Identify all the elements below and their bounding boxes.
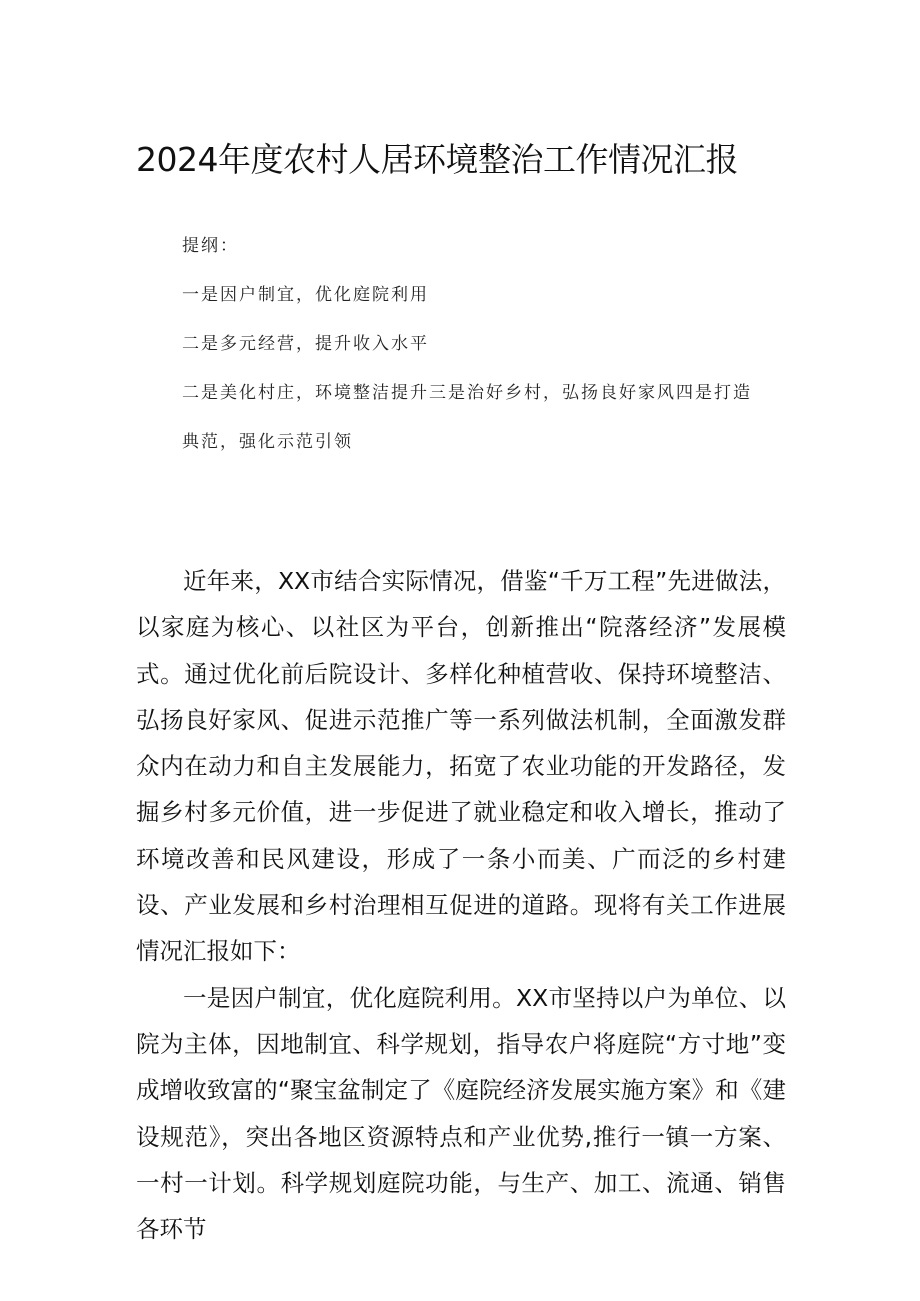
outline-item-3-line-1: 二是美化村庄，环境整洁提升三是治好乡村，弘扬良好家风四是打造 — [182, 383, 752, 403]
body-paragraph-intro: 近年来，XX市结合实际情况，借鉴“千万工程”先进做法，以家庭为核心、以社区为平台，创新推出“院落经济”发展模式。通过优化前后院设计、多样化种植营收、保持环境整洁、弘扬良好家风、促进示范推广等一系列做法机制，全面激发群众内在动力和自主发展能力，拓宽了农业功能的开发路径，发掘乡村多元价值，进一步促进了就业稳定和收入增长，推动了环境改善和民风建设，形成了一条小而美、广而泛的乡村建设、产业发展和乡村治理相互促进的道路。现将有关工作进展情况汇报如下： — [136, 567, 786, 966]
outline-heading: 提纲： — [182, 236, 239, 256]
outline-item-2: 二是多元经营，提升收入水平 — [182, 334, 429, 354]
document-body — [136, 558, 786, 1252]
outline-item-3 — [182, 369, 788, 467]
outline-section — [182, 222, 788, 467]
document-title: 2024年度农村人居环境整治工作情况汇报 — [136, 140, 738, 179]
outline-item-3-line-2: 典范，强化示范引领 — [182, 432, 353, 452]
body-paragraph-section-1: 一是因户制宜，优化庭院利用。XX市坚持以户为单位、以院为主体，因地制宜、科学规划，指导农户将庭院“方寸地”变成增收致富的“聚宝盆制定了《庭院经济发展实施方案》和《建设规范》，突出各地区资源特点和产业优势,推行一镇一方案、一村一计划。科学规划庭院功能，与生产、加工、流通、销售各环节 — [136, 983, 786, 1244]
outline-item-1: 一是因户制宜，优化庭院利用 — [182, 285, 429, 305]
